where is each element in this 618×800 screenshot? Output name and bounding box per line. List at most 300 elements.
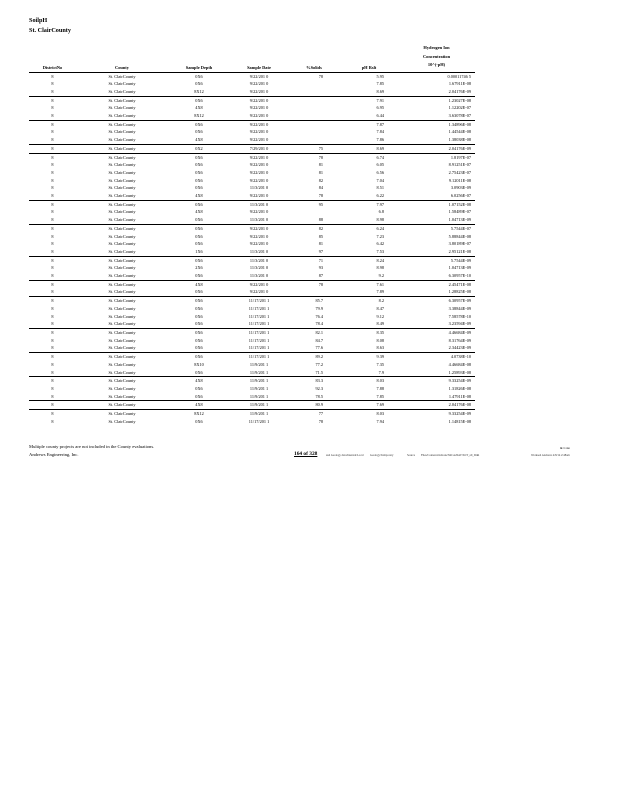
depth-cell: 4X8	[168, 401, 230, 410]
hydrogen-cell: 1.34896E-08	[398, 120, 475, 128]
hydrogen-cell: 2.95121E-08	[448, 248, 471, 254]
district-cell: 8	[51, 313, 54, 319]
hydrogen-cell: 1.23027E-08	[398, 96, 475, 104]
hydrogen-cell: 3.63078E-07	[448, 113, 471, 119]
ph-cell: 7.61	[340, 280, 398, 288]
county-cell: St. ClairCounty	[76, 256, 168, 264]
depth-cell: 4X8	[195, 137, 203, 143]
ph-cell: 7.91	[340, 96, 398, 104]
table-header-row	[29, 44, 475, 72]
solids-cell: 76.4	[315, 313, 323, 319]
solids-cell	[288, 96, 340, 104]
ph-cell: 5.95	[340, 72, 398, 80]
table-row	[29, 385, 475, 393]
hydrogen-cell: 2.04176E-09	[448, 88, 471, 94]
col-header-sample-depth: Sample Depth	[185, 64, 213, 70]
hydrogen-cell: 1.31826E-08	[448, 385, 471, 391]
ph-cell: 6.42	[376, 241, 384, 247]
district-cell: 8	[51, 81, 54, 87]
col-header-solids: %Solids	[306, 64, 322, 70]
ph-cell: 7.04	[376, 177, 384, 183]
table-row	[29, 401, 475, 410]
solids-cell: 78.4	[315, 321, 323, 327]
county-cell: St. ClairCounty	[108, 233, 136, 239]
district-cell: 8	[51, 113, 54, 119]
hydrogen-cell: 4.0738E-10	[398, 353, 475, 361]
date-cell: 11/17/201 1	[248, 345, 270, 351]
hydrogen-cell: 3.0903E-09	[450, 185, 471, 191]
depth-cell: 8X10	[194, 361, 204, 367]
depth-cell: 0X6	[168, 329, 230, 337]
hydrogen-cell: 1.28825E-08	[448, 289, 471, 295]
ph-cell: 6.56	[376, 169, 384, 175]
date-cell: 9/22/201 0	[230, 120, 288, 128]
solids-cell: 71	[288, 256, 340, 264]
county-cell: St. ClairCounty	[76, 120, 168, 128]
date-cell: 11/3/201 0	[249, 217, 269, 223]
district-cell: 8	[51, 169, 54, 175]
depth-cell: 8X12	[194, 113, 204, 119]
table-row	[29, 361, 475, 369]
date-cell: 11/17/201 1	[230, 353, 288, 361]
date-cell: 9/22/201 0	[249, 193, 269, 199]
table-row	[29, 369, 475, 377]
table-row	[29, 200, 475, 208]
solids-cell	[288, 288, 340, 296]
table-row	[29, 153, 475, 161]
depth-cell: 8X12	[168, 410, 230, 418]
depth-cell: 0X6	[195, 129, 203, 135]
date-cell: 11/9/201 1	[249, 385, 269, 391]
district-cell: 8	[51, 385, 54, 391]
county-cell: St. ClairCounty	[76, 144, 168, 153]
hydrogen-header-line-1: Hydrogen Ion	[423, 45, 450, 50]
county-cell: St. ClairCounty	[108, 248, 136, 254]
hydrogen-cell: 5.7544E-09	[398, 256, 475, 264]
table-row	[29, 280, 475, 288]
county-cell: St. ClairCounty	[108, 265, 136, 271]
table-row	[29, 144, 475, 153]
ph-cell: 7.97	[340, 200, 398, 208]
depth-cell: 0X6	[195, 177, 203, 183]
table-row	[29, 256, 475, 264]
district-cell: 8	[29, 120, 76, 128]
solids-cell: 95	[288, 200, 340, 208]
depth-cell: 0X6	[168, 153, 230, 161]
depth-cell: 0X6	[195, 241, 203, 247]
county-cell: St. ClairCounty	[76, 200, 168, 208]
hydrogen-cell: 1.44544E-08	[448, 129, 471, 135]
ph-cell: 8.47	[376, 305, 384, 311]
county-cell: St. ClairCounty	[108, 337, 136, 343]
county-cell: St. ClairCounty	[76, 280, 168, 288]
solids-cell: 75	[288, 144, 340, 153]
table-row	[29, 288, 475, 296]
county-cell: St. ClairCounty	[108, 418, 136, 424]
depth-cell: 0X6	[168, 224, 230, 232]
county-cell: St. ClairCounty	[108, 185, 136, 191]
solids-cell: 92.3	[315, 385, 323, 391]
solids-cell: 77	[288, 410, 340, 418]
depth-cell: 0X6	[195, 313, 203, 319]
district-cell: 8	[51, 345, 54, 351]
depth-cell: 0X6	[168, 200, 230, 208]
depth-cell: 0X6	[195, 418, 203, 424]
hydrogen-cell: 0.00011746 5	[398, 72, 475, 80]
solids-cell: 78	[318, 418, 323, 424]
solids-cell: 80.9	[288, 401, 340, 410]
solids-cell: 78	[288, 153, 340, 161]
solids-cell: 81	[318, 162, 323, 168]
table-row	[29, 410, 475, 418]
solids-cell: 85	[318, 233, 323, 239]
county-cell: St. ClairCounty	[108, 209, 136, 215]
ph-cell: 7.89	[376, 289, 384, 295]
county-cell: St. ClairCounty	[76, 410, 168, 418]
hydrogen-header-line-3: 10^(-pH)	[427, 62, 446, 67]
district-cell: 8	[51, 193, 54, 199]
footer-company: Andrews Engineering, Inc.	[29, 452, 79, 457]
district-cell: 8	[51, 265, 54, 271]
county-cell: St. ClairCounty	[108, 289, 136, 295]
ph-cell: 8.03	[340, 377, 398, 385]
date-cell: 11/17/201 1	[248, 321, 270, 327]
date-cell: 11/17/201 1	[248, 305, 270, 311]
depth-cell: 4X8	[168, 377, 230, 385]
date-cell: 9/22/201 0	[249, 241, 269, 247]
depth-cell: 4X8	[195, 193, 203, 199]
date-cell: 11/17/201 1	[230, 329, 288, 337]
date-cell: 11/3/201 0	[249, 273, 269, 279]
depth-cell: 0X6	[195, 162, 203, 168]
hydrogen-cell: 9.12011E-08	[448, 177, 471, 183]
county-cell: St. ClairCounty	[76, 297, 168, 305]
ph-cell: 7.35	[376, 361, 384, 367]
county-cell: St. ClairCounty	[108, 177, 136, 183]
depth-cell: 0X6	[195, 217, 203, 223]
ph-cell: 9.12	[376, 313, 384, 319]
table-row	[29, 320, 475, 328]
solids-cell: 82.1	[288, 329, 340, 337]
ph-cell: 7.9	[378, 369, 384, 375]
date-cell: 11/3/201 0	[249, 265, 269, 271]
date-cell: 9/22/201 0	[249, 88, 269, 94]
table-row	[29, 112, 475, 120]
district-cell: 8	[29, 72, 76, 80]
county-cell: St. ClairCounty	[76, 377, 168, 385]
footer-note: Multiple county projects are not included in the County evaluations.	[29, 444, 155, 449]
district-cell: 8	[29, 144, 76, 153]
table-row	[29, 337, 475, 345]
county-cell: St. ClairCounty	[108, 393, 136, 399]
ph-cell: 8.98	[376, 217, 384, 223]
ph-cell: 8.03	[340, 410, 398, 418]
county-cell: St. ClairCounty	[108, 313, 136, 319]
table-row	[29, 72, 475, 80]
solids-cell: 78	[288, 280, 340, 288]
date-cell: 9/22/201 0	[249, 289, 269, 295]
table-row	[29, 418, 475, 426]
date-cell: 11/9/201 1	[249, 393, 269, 399]
hydrogen-header-line-2: Concentration	[422, 53, 451, 59]
county-cell: St. ClairCounty	[108, 385, 136, 391]
ph-cell: 7.94	[376, 418, 384, 424]
footer-path-left: and Geology data/Internal/Local	[326, 453, 364, 457]
date-cell: 9/22/201 0	[249, 105, 269, 111]
depth-cell: 2X6	[195, 265, 203, 271]
hydrogen-cell: 3.38844E-09	[448, 305, 471, 311]
depth-cell: 0X6	[195, 273, 203, 279]
date-cell: 11/3/201 0	[249, 185, 269, 191]
hydrogen-cell: 3.80189E-07	[448, 241, 471, 247]
county-cell: St. ClairCounty	[108, 88, 136, 94]
date-cell: 11/17/201 1	[230, 297, 288, 305]
date-cell: 11/3/201 0	[230, 200, 288, 208]
date-cell: 11/9/201 1	[230, 401, 288, 410]
solids-cell	[288, 104, 340, 112]
solids-cell: 82	[318, 177, 323, 183]
table-row	[29, 184, 475, 192]
ph-cell: 7.84	[376, 129, 384, 135]
solids-cell	[288, 112, 340, 120]
district-cell: 8	[51, 418, 54, 424]
district-cell: 8	[29, 353, 76, 361]
table-row	[29, 208, 475, 216]
soil-ph-table	[29, 44, 475, 425]
hydrogen-cell: 5.88844E-08	[448, 233, 471, 239]
district-cell: 8	[51, 88, 54, 94]
district-cell: 8	[51, 305, 54, 311]
solids-cell: 87	[318, 273, 323, 279]
hydrogen-cell: 2.75423E-07	[448, 169, 471, 175]
county-cell: St. ClairCounty	[76, 96, 168, 104]
ph-cell: 8.69	[340, 144, 398, 153]
county-cell: St. ClairCounty	[108, 129, 136, 135]
date-cell: 9/22/201 0	[249, 137, 269, 143]
ph-cell: 8.35	[340, 329, 398, 337]
ph-cell: 6.24	[340, 224, 398, 232]
district-cell: 8	[29, 224, 76, 232]
county-cell: St. ClairCounty	[108, 217, 136, 223]
depth-cell: 0X6	[168, 297, 230, 305]
solids-cell: 79.9	[315, 305, 323, 311]
district-cell: 8	[29, 410, 76, 418]
district-cell: 8	[51, 393, 54, 399]
depth-cell: 0X6	[168, 96, 230, 104]
date-cell: 9/22/201 0	[249, 209, 269, 215]
hydrogen-cell: 1.07152E-08	[398, 200, 475, 208]
ph-cell: 6.05	[376, 162, 384, 168]
ph-cell: 7.88	[376, 385, 384, 391]
table-row	[29, 161, 475, 169]
solids-cell	[288, 128, 340, 136]
solids-cell: 71.5	[315, 369, 323, 375]
col-header-ph-result: pH Rslt	[361, 64, 377, 70]
table-row	[29, 224, 475, 232]
date-cell: 9/22/201 0	[230, 280, 288, 288]
ph-cell: 7.86	[376, 137, 384, 143]
district-cell: 8	[29, 401, 76, 410]
district-cell: 8	[51, 162, 54, 168]
district-cell: 8	[51, 337, 54, 343]
district-cell: 8	[29, 280, 76, 288]
footer-path-right: Worksed Andrews 4/8/14 2:48am	[531, 453, 570, 457]
solids-cell: 81	[318, 169, 323, 175]
solids-cell: 84	[318, 185, 323, 191]
district-cell: 8	[51, 248, 54, 254]
solids-cell: 88	[318, 217, 323, 223]
ph-cell: 7.85	[376, 393, 384, 399]
district-cell: 8	[51, 177, 54, 183]
hydrogen-cell: 2.04176E-08	[398, 401, 475, 410]
table-row	[29, 177, 475, 185]
depth-cell: 4X8	[195, 105, 203, 111]
depth-cell: 0X6	[195, 233, 203, 239]
county-cell: St. ClairCounty	[108, 162, 136, 168]
date-cell: 9/22/201 0	[249, 113, 269, 119]
hydrogen-cell: 2.34423E-09	[448, 345, 471, 351]
district-cell: 8	[51, 361, 54, 367]
col-header-sample-date: Sample Date	[247, 64, 271, 70]
solids-cell	[288, 120, 340, 128]
depth-cell: 0X6	[195, 337, 203, 343]
date-cell: 11/17/201 1	[248, 337, 270, 343]
ph-cell: 6.95	[376, 105, 384, 111]
county-cell: St. ClairCounty	[108, 193, 136, 199]
solids-cell: 89.2	[288, 353, 340, 361]
page-title: SoilpH	[29, 17, 48, 24]
solids-cell: 83.3	[288, 377, 340, 385]
county-cell: St. ClairCounty	[108, 345, 136, 351]
ph-cell: 7.69	[340, 401, 398, 410]
solids-cell: 82	[288, 224, 340, 232]
district-cell: 8	[51, 209, 54, 215]
hydrogen-cell: 1.04713E-09	[448, 265, 471, 271]
district-cell: 8	[51, 321, 54, 327]
date-cell: 9/22/201 0	[230, 153, 288, 161]
table-row	[29, 88, 475, 96]
depth-cell: 1X6	[195, 248, 203, 254]
depth-cell: 0X6	[195, 289, 203, 295]
county-cell: St. ClairCounty	[108, 241, 136, 247]
depth-cell: 0X6	[195, 369, 203, 375]
hydrogen-cell: 5.7544E-07	[398, 224, 475, 232]
page-subtitle: St. ClairCounty	[29, 27, 71, 34]
hydrogen-cell: 1.47911E-08	[448, 393, 471, 399]
depth-cell: 0X6	[168, 256, 230, 264]
solids-cell: 78	[288, 72, 340, 80]
date-cell: 11/3/201 0	[249, 248, 269, 254]
table-row	[29, 216, 475, 224]
hydrogen-cell: 1.67911E-08	[448, 81, 471, 87]
district-cell: 8	[51, 129, 54, 135]
hydrogen-cell: 9.33254E-09	[398, 410, 475, 418]
depth-cell: 0X6	[195, 393, 203, 399]
ph-cell: 8.24	[340, 256, 398, 264]
table-row	[29, 192, 475, 200]
footer-path-source: Source	[407, 453, 416, 457]
district-cell: 8	[51, 241, 54, 247]
table-body	[29, 72, 475, 425]
depth-cell: 0X2	[168, 144, 230, 153]
hydrogen-cell: 4.46684E-09	[398, 329, 475, 337]
solids-cell: 78.5	[315, 393, 323, 399]
ph-cell: 6.22	[376, 193, 384, 199]
table-row	[29, 264, 475, 272]
county-cell: St. ClairCounty	[76, 224, 168, 232]
table-row	[29, 305, 475, 313]
ph-cell: 8.69	[376, 88, 384, 94]
county-cell: St. ClairCounty	[108, 169, 136, 175]
hydrogen-cell: 4.46684E-08	[448, 361, 471, 367]
ph-cell: 8.98	[376, 265, 384, 271]
district-cell: 8	[51, 289, 54, 295]
date-cell: 11/17/201 1	[248, 313, 270, 319]
district-cell: 8	[51, 273, 54, 279]
solids-cell: 84.7	[315, 337, 323, 343]
county-cell: St. ClairCounty	[76, 329, 168, 337]
ph-cell: 9.2	[378, 273, 384, 279]
depth-cell: 4X8	[195, 209, 203, 215]
depth-cell: 0X6	[195, 321, 203, 327]
district-cell: 8	[29, 200, 76, 208]
date-cell: 9/22/201 0	[230, 72, 288, 80]
county-cell: St. ClairCounty	[76, 72, 168, 80]
table-row	[29, 297, 475, 305]
hydrogen-cell: 1.14815E-08	[448, 418, 471, 424]
table-row	[29, 329, 475, 337]
table-row	[29, 272, 475, 280]
solids-cell	[288, 80, 340, 88]
col-header-hydrogen-ion	[398, 44, 475, 72]
solids-cell: 93	[318, 265, 323, 271]
county-cell: St. ClairCounty	[76, 401, 168, 410]
table-row	[29, 96, 475, 104]
depth-cell: 0X6	[168, 120, 230, 128]
table-row	[29, 80, 475, 88]
date-cell: 7/29/201 0	[230, 144, 288, 153]
ph-cell: 6.8	[378, 209, 384, 215]
footer-path-mid: Geology/Temporary	[370, 453, 394, 457]
depth-cell: 0X6	[195, 305, 203, 311]
county-cell: St. ClairCounty	[108, 361, 136, 367]
ph-cell: 8.51	[376, 185, 384, 191]
date-cell: 9/22/201 0	[249, 81, 269, 87]
date-cell: 9/22/201 0	[249, 177, 269, 183]
table-row	[29, 377, 475, 385]
county-cell: St. ClairCounty	[108, 113, 136, 119]
hydrogen-cell: 2.04176E-09	[398, 144, 475, 153]
depth-cell: 0X6	[195, 81, 203, 87]
district-cell: 8	[51, 137, 54, 143]
hydrogen-cell: 7.58578E-10	[448, 313, 471, 319]
depth-cell: 0X6	[195, 185, 203, 191]
hydrogen-cell: 1.04713E-09	[448, 217, 471, 223]
hydrogen-cell: 8.91251E-07	[448, 162, 471, 168]
hydrogen-cell: 3.23594E-09	[448, 321, 471, 327]
date-cell: 9/22/201 0	[249, 129, 269, 135]
depth-cell: 8X12	[194, 88, 204, 94]
county-cell: St. ClairCounty	[76, 153, 168, 161]
district-cell: 8	[51, 105, 54, 111]
date-cell: 9/22/201 0	[230, 96, 288, 104]
ph-cell: 6.74	[340, 153, 398, 161]
hydrogen-cell: 6.30957E-10	[448, 273, 471, 279]
footer-initials: & Cole	[560, 446, 570, 450]
ph-cell: 8.63	[376, 345, 384, 351]
date-cell: 11/3/201 0	[230, 256, 288, 264]
table-row	[29, 128, 475, 136]
